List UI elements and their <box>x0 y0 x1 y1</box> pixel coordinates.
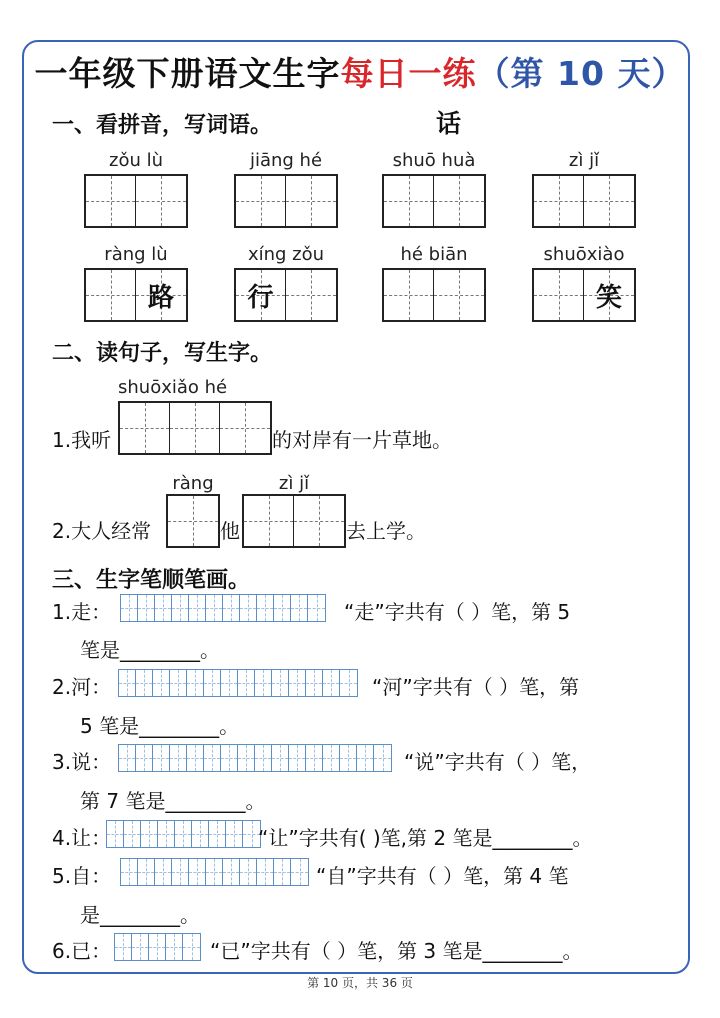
stroke-cell[interactable] <box>155 595 172 621</box>
stroke-order-grid[interactable] <box>114 933 201 961</box>
stroke-cell[interactable] <box>340 670 357 696</box>
stroke-item-question: “河”字共有（ ）笔，第 <box>372 675 580 699</box>
q1-pinyin: shuōxiǎo hé <box>118 377 228 398</box>
given-char <box>534 270 583 320</box>
page-footer: 第 10 页，共 36 页 <box>307 976 413 990</box>
writing-cell[interactable] <box>136 270 186 320</box>
stroke-cell[interactable] <box>166 934 183 960</box>
stroke-cell[interactable] <box>172 595 189 621</box>
writing-cell[interactable] <box>584 176 634 226</box>
stroke-cell[interactable] <box>107 821 124 847</box>
stroke-cell[interactable] <box>272 670 289 696</box>
stroke-cell[interactable] <box>223 859 240 885</box>
q1-text-after: 的对岸有一片草地。 <box>272 428 452 452</box>
word-pinyin: zǒu lù <box>109 150 163 171</box>
q1-writing-grid[interactable] <box>118 401 272 455</box>
given-char <box>384 270 433 320</box>
writing-cell[interactable] <box>434 176 484 226</box>
stroke-cell[interactable] <box>136 745 153 771</box>
stroke-cell[interactable] <box>357 745 374 771</box>
given-char <box>286 270 336 320</box>
writing-cell[interactable] <box>584 270 634 320</box>
given-char <box>384 176 433 226</box>
writing-cell[interactable] <box>220 403 270 453</box>
stroke-cell[interactable] <box>119 670 136 696</box>
stroke-cell[interactable] <box>238 670 255 696</box>
q2-text-middle: 他 <box>220 519 240 543</box>
given-char <box>136 176 186 226</box>
stroke-cell[interactable] <box>289 745 306 771</box>
stroke-cell[interactable] <box>170 745 187 771</box>
stroke-cell[interactable] <box>187 670 204 696</box>
word-pinyin: shuōxiào <box>543 244 625 265</box>
stroke-cell[interactable] <box>306 670 323 696</box>
given-char <box>236 176 285 226</box>
title-highlight: 每日一练 <box>340 54 477 93</box>
stroke-cell[interactable] <box>240 859 257 885</box>
stroke-cell[interactable] <box>206 859 223 885</box>
word-writing-grid[interactable] <box>532 268 636 322</box>
section-2-heading: 二、读句子，写生字。 <box>52 341 273 366</box>
given-char <box>286 176 336 226</box>
word-writing-grid[interactable] <box>84 174 188 228</box>
given-char <box>86 270 135 320</box>
stroke-cell[interactable] <box>257 595 274 621</box>
stroke-cell[interactable] <box>141 821 158 847</box>
stroke-cell[interactable] <box>238 745 255 771</box>
given-char: 笑 <box>595 282 622 313</box>
stroke-cell[interactable] <box>136 670 153 696</box>
stroke-cell[interactable] <box>306 745 323 771</box>
stroke-cell[interactable] <box>187 745 204 771</box>
stroke-item-question: “走”字共有（ ）笔，第 5 <box>344 600 571 624</box>
stroke-cell[interactable] <box>204 670 221 696</box>
stroke-cell[interactable] <box>221 745 238 771</box>
writing-cell[interactable] <box>534 270 584 320</box>
q2-pinyin-1: ràng <box>172 473 214 494</box>
stroke-cell[interactable] <box>119 745 136 771</box>
stroke-cell[interactable] <box>124 821 141 847</box>
stroke-order-grid[interactable] <box>118 744 392 772</box>
word-pinyin: hé biān <box>400 244 468 265</box>
stroke-cell[interactable] <box>272 745 289 771</box>
stroke-cell[interactable] <box>209 821 226 847</box>
stroke-cell[interactable] <box>138 595 155 621</box>
writing-cell[interactable] <box>136 176 186 226</box>
word-writing-grid[interactable] <box>382 268 486 322</box>
stroke-cell[interactable] <box>183 934 200 960</box>
stroke-item-question: “说”字共有（ ）笔， <box>404 750 592 774</box>
writing-cell[interactable] <box>170 403 220 453</box>
stroke-cell[interactable] <box>374 745 391 771</box>
word-writing-grid[interactable] <box>84 268 188 322</box>
page-title <box>0 48 720 95</box>
stroke-cell[interactable] <box>132 934 149 960</box>
word-writing-grid[interactable] <box>234 268 338 322</box>
stroke-cell[interactable] <box>158 821 175 847</box>
stroke-order-grid[interactable] <box>120 858 309 886</box>
stroke-cell[interactable] <box>226 821 243 847</box>
stroke-item-label: 3.说： <box>52 750 112 774</box>
word-writing-grid[interactable] <box>382 174 486 228</box>
given-char <box>434 176 484 226</box>
word-writing-grid[interactable] <box>234 174 338 228</box>
stroke-item-continuation: 是________。 <box>80 903 200 927</box>
writing-cell[interactable] <box>244 496 294 546</box>
stroke-cell[interactable] <box>289 670 306 696</box>
writing-cell[interactable] <box>534 176 584 226</box>
writing-cell[interactable] <box>236 176 286 226</box>
given-char <box>584 176 634 226</box>
stroke-cell[interactable] <box>138 859 155 885</box>
stroke-cell[interactable] <box>274 595 291 621</box>
word-pinyin: xíng zǒu <box>247 244 325 265</box>
writing-cell[interactable] <box>236 270 286 320</box>
stroke-cell[interactable] <box>175 821 192 847</box>
stroke-order-grid[interactable] <box>118 669 358 697</box>
stroke-cell[interactable] <box>172 859 189 885</box>
stroke-cell[interactable] <box>204 745 221 771</box>
stroke-cell[interactable] <box>153 745 170 771</box>
stroke-item-continuation: 第 7 笔是________。 <box>80 789 266 813</box>
stroke-cell[interactable] <box>149 934 166 960</box>
stroke-order-grid[interactable] <box>120 594 326 622</box>
q2-text-after: 去上学。 <box>346 519 426 543</box>
stroke-cell[interactable] <box>255 670 272 696</box>
stroke-cell[interactable] <box>340 745 357 771</box>
section-1-example-char: 话 <box>436 109 462 138</box>
title-day: （第 10 天） <box>476 54 686 93</box>
given-char: 路 <box>147 282 174 313</box>
word-writing-grid[interactable] <box>532 174 636 228</box>
stroke-item-label: 6.已： <box>52 939 112 963</box>
stroke-cell[interactable] <box>308 595 325 621</box>
stroke-cell[interactable] <box>121 859 138 885</box>
stroke-cell[interactable] <box>192 821 209 847</box>
word-pinyin: jiāng hé <box>249 150 323 171</box>
stroke-item-question: “自”字共有（ ）笔，第 4 笔 <box>316 864 569 888</box>
stroke-cell[interactable] <box>291 859 308 885</box>
stroke-item-question: “让”字共有( )笔,第 2 笔是________。 <box>258 826 593 850</box>
stroke-cell[interactable] <box>155 859 172 885</box>
stroke-cell[interactable] <box>274 859 291 885</box>
writing-cell[interactable] <box>434 270 484 320</box>
writing-cell[interactable] <box>294 496 344 546</box>
writing-cell[interactable] <box>86 176 136 226</box>
title-main: 一年级下册语文生字 <box>34 54 341 93</box>
stroke-item-continuation: 笔是________。 <box>80 638 220 662</box>
stroke-cell[interactable] <box>115 934 132 960</box>
q1-text-before: 1.我听 <box>52 428 112 452</box>
stroke-item-label: 1.走： <box>52 600 112 624</box>
stroke-item-label: 4.让： <box>52 826 112 850</box>
stroke-item-label: 5.自： <box>52 864 112 888</box>
stroke-cell[interactable] <box>323 670 340 696</box>
stroke-order-grid[interactable] <box>106 820 261 848</box>
stroke-item-label: 2.河： <box>52 675 112 699</box>
writing-cell[interactable] <box>120 403 170 453</box>
stroke-cell[interactable] <box>223 595 240 621</box>
section-1-heading: 一、看拼音，写词语。 <box>52 113 273 138</box>
writing-cell[interactable] <box>384 176 434 226</box>
given-char: 行 <box>247 282 274 313</box>
stroke-item-question: “已”字共有（ ）笔，第 3 笔是________。 <box>210 939 583 963</box>
q2-writing-grid-1[interactable] <box>166 494 220 548</box>
writing-cell[interactable] <box>86 270 136 320</box>
word-pinyin: shuō huà <box>392 150 476 171</box>
stroke-cell[interactable] <box>255 745 272 771</box>
writing-cell[interactable] <box>286 176 336 226</box>
writing-cell[interactable] <box>286 270 336 320</box>
word-pinyin: ràng lù <box>104 244 168 265</box>
section-3-heading: 三、生字笔顺笔画。 <box>52 568 251 593</box>
writing-cell[interactable] <box>384 270 434 320</box>
stroke-cell[interactable] <box>189 859 206 885</box>
writing-cell[interactable] <box>168 496 218 546</box>
stroke-cell[interactable] <box>291 595 308 621</box>
stroke-cell[interactable] <box>240 595 257 621</box>
q2-writing-grid-2[interactable] <box>242 494 346 548</box>
q2-text-before: 2.大人经常 <box>52 519 152 543</box>
stroke-item-continuation: 5 笔是________。 <box>80 714 240 738</box>
stroke-cell[interactable] <box>121 595 138 621</box>
stroke-cell[interactable] <box>257 859 274 885</box>
stroke-cell[interactable] <box>189 595 206 621</box>
stroke-cell[interactable] <box>206 595 223 621</box>
given-char <box>86 176 135 226</box>
given-char <box>534 176 583 226</box>
word-pinyin: zì jǐ <box>568 150 600 171</box>
stroke-cell[interactable] <box>323 745 340 771</box>
stroke-cell[interactable] <box>153 670 170 696</box>
q2-pinyin-2: zì jǐ <box>278 473 310 494</box>
given-char <box>434 270 484 320</box>
stroke-cell[interactable] <box>170 670 187 696</box>
stroke-cell[interactable] <box>221 670 238 696</box>
